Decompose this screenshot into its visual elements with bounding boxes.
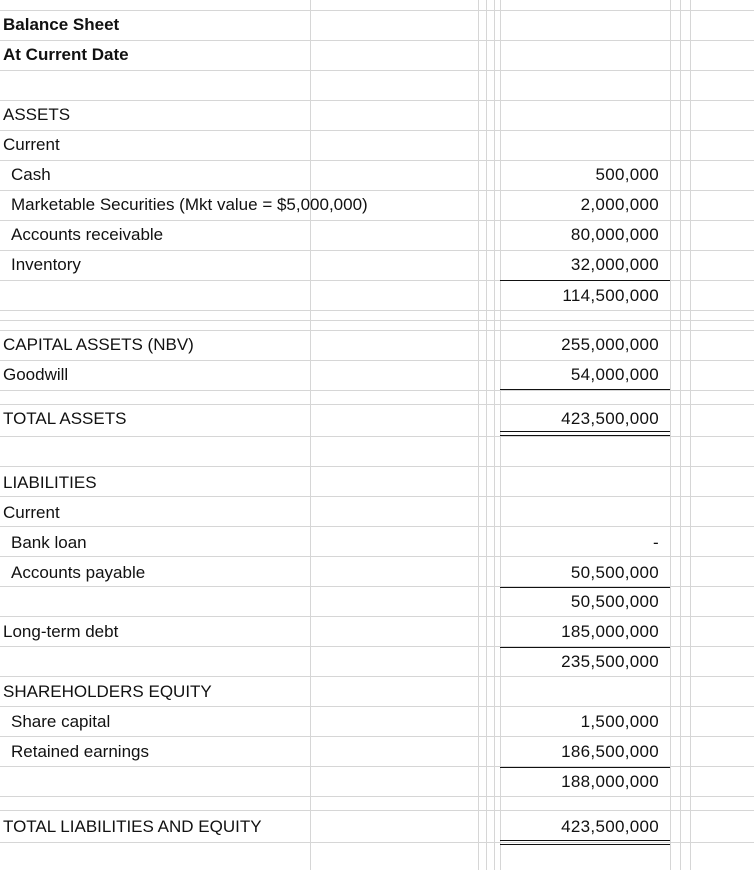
goodwill-value: 54,000,000	[570, 365, 659, 384]
sheet-subtitle: At Current Date	[3, 45, 129, 64]
grid-line	[0, 250, 754, 251]
liabilities-heading: LIABILITIES	[3, 473, 97, 492]
current-assets-total: 114,500,000	[562, 286, 659, 305]
grid-line	[690, 0, 691, 870]
grid-line	[0, 310, 754, 311]
long-term-debt-value: 185,000,000	[561, 622, 659, 641]
cash-value: 500,000	[595, 165, 659, 184]
grid-line	[0, 10, 754, 11]
assets-heading: ASSETS	[3, 105, 71, 124]
inventory-value: 32,000,000	[570, 255, 659, 274]
retained-earnings-value: 186,500,000	[561, 742, 659, 761]
grid-line	[0, 160, 754, 161]
double-underline-bottom	[500, 435, 670, 436]
accounts-payable-label: Accounts payable	[11, 563, 146, 582]
grid-line	[0, 40, 754, 41]
grid-line	[0, 842, 754, 843]
grid-line	[478, 0, 479, 870]
total-assets-label: TOTAL ASSETS	[3, 409, 127, 428]
subtotal-underline	[500, 280, 670, 281]
grid-line	[0, 466, 754, 467]
accounts-payable-value: 50,500,000	[570, 563, 659, 582]
grid-line	[0, 100, 754, 101]
liabilities-current-label: Current	[3, 503, 60, 522]
inventory-label: Inventory	[11, 255, 81, 274]
grid-line	[0, 390, 754, 391]
grid-line	[680, 0, 681, 870]
grid-line	[310, 0, 311, 870]
capital-assets-label: CAPITAL ASSETS (NBV)	[3, 335, 194, 354]
current-liabilities-total: 50,500,000	[570, 592, 659, 611]
subtotal-underline	[500, 389, 670, 390]
grid-line	[670, 0, 671, 870]
grid-line	[0, 130, 754, 131]
subtotal-underline	[500, 767, 670, 768]
subtotal-underline	[500, 647, 670, 648]
double-underline-top	[500, 840, 670, 841]
grid-line	[0, 616, 754, 617]
grid-line	[486, 0, 487, 870]
sheet-title: Balance Sheet	[3, 15, 120, 34]
grid-line	[0, 796, 754, 797]
subtotal-underline	[500, 587, 670, 588]
grid-line	[0, 556, 754, 557]
total-assets-value: 423,500,000	[561, 409, 659, 428]
grid-line	[0, 70, 754, 71]
grid-line	[0, 404, 754, 405]
capital-assets-value: 255,000,000	[561, 335, 659, 354]
grid-line	[0, 810, 754, 811]
grid-line	[0, 320, 754, 321]
marketable-securities-value: 2,000,000	[580, 195, 659, 214]
double-underline-bottom	[500, 844, 670, 845]
assets-current-label: Current	[3, 135, 60, 154]
bank-loan-label: Bank loan	[11, 533, 87, 552]
grid-line	[0, 676, 754, 677]
double-underline-top	[500, 431, 670, 432]
grid-line	[0, 496, 754, 497]
bank-loan-value: -	[653, 533, 659, 552]
accounts-receivable-value: 80,000,000	[570, 225, 659, 244]
grid-line	[0, 220, 754, 221]
grand-total-value: 423,500,000	[561, 817, 659, 836]
grid-line	[0, 190, 754, 191]
retained-earnings-label: Retained earnings	[11, 742, 149, 761]
grid-line	[0, 360, 754, 361]
share-capital-label: Share capital	[11, 712, 111, 731]
total-liabilities-value: 235,500,000	[561, 652, 659, 671]
marketable-securities-label: Marketable Securities (Mkt value = $5,000,000)	[11, 195, 368, 214]
equity-heading: SHAREHOLDERS EQUITY	[3, 682, 212, 701]
grid-line	[0, 736, 754, 737]
share-capital-value: 1,500,000	[580, 712, 659, 731]
accounts-receivable-label: Accounts receivable	[11, 225, 164, 244]
cash-label: Cash	[11, 165, 51, 184]
grid-line	[0, 436, 754, 437]
goodwill-label: Goodwill	[3, 365, 69, 384]
total-equity-value: 188,000,000	[561, 772, 659, 791]
grand-total-label: TOTAL LIABILITIES AND EQUITY	[3, 817, 262, 836]
grid-line	[0, 526, 754, 527]
grid-line	[494, 0, 495, 870]
grid-line	[0, 330, 754, 331]
long-term-debt-label: Long-term debt	[3, 622, 119, 641]
grid-line	[0, 706, 754, 707]
